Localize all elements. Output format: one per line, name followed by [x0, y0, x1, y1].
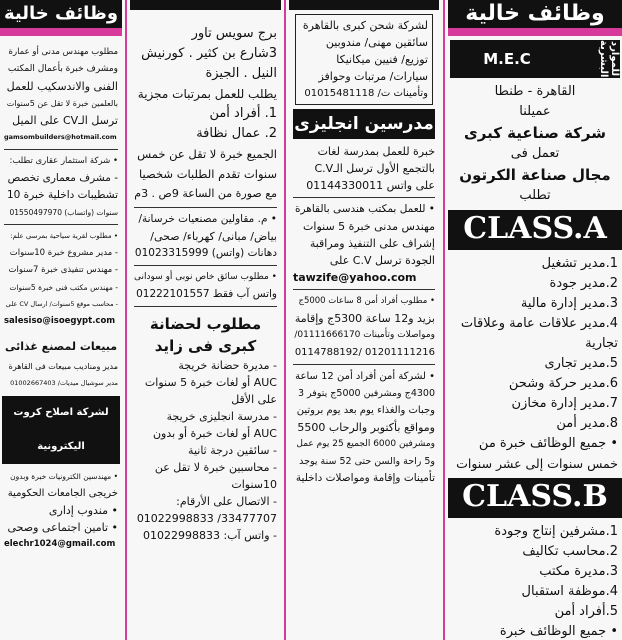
ad-line: 4300ج ومشرفين 5000ج يتوفر 3	[297, 388, 435, 399]
ad-line: - مهندس مكتب فنى خبرة 5سنوات	[9, 283, 118, 292]
ad-line: بزيد و12 ساعة 5300ج وإقامة	[294, 312, 435, 325]
ad-line: • مطلوب سائق خاص نوبى أو سودانى	[134, 272, 277, 282]
engineer-ad	[0, 44, 122, 129]
ad-line: خمس سنوات إلى عشر سنوات	[456, 456, 618, 471]
class-b-list	[448, 522, 622, 640]
ad-line: ترسل الـCV على الميل	[12, 114, 118, 127]
ad-line: الفنى والاندسكيب للعمل	[6, 80, 118, 93]
divider	[293, 364, 435, 365]
cars-title: لشركة اصلاح كروت اليكترونية	[2, 396, 120, 464]
section-header	[130, 0, 281, 10]
ad-line: ومواقع بأكتوبر والرحاب 5500	[297, 421, 435, 434]
class-a-banner: CLASS.A	[448, 210, 622, 250]
ad-line: برج سويس تاور	[191, 26, 277, 41]
column-3	[130, 0, 281, 640]
ad-line: سائقين مهنى/ مندوبين	[325, 36, 428, 49]
ad-line: بياض/ مبانى/ كهرباء/ صحى/	[150, 230, 277, 243]
sales-title: مبيعات لمصنع غذائى	[4, 340, 118, 353]
section-header: وظائف خالية	[448, 0, 622, 28]
ad-line: مدير سوشيال ميديات/ 01002667403	[10, 379, 118, 387]
ad-line: مطلوب مهندس مدنى أو عمارة	[8, 47, 118, 57]
ad-line: • تامين اجتماعى وصحى	[7, 521, 118, 534]
tower-ad	[130, 24, 281, 204]
ad-line: إشراف على التنفيذ ومراقبة	[309, 237, 435, 250]
email-link[interactable]: elechr1024@gmail.com	[4, 539, 116, 549]
email-link[interactable]: salesiso@isoegypt.com	[4, 316, 116, 326]
driver-ad	[130, 269, 281, 303]
shipping-ad	[295, 14, 433, 105]
ad-line: بالعلمين خبرة لا تقل عن 5سنوات	[6, 99, 118, 108]
ad-line: 3.مديرة مكتب	[539, 564, 618, 579]
ad-line: 01201111216 /0114788192	[294, 347, 435, 358]
ad-line: • مندوب إدارى	[48, 504, 118, 517]
email-link[interactable]: gamsombuilders@hotmail.com	[4, 133, 117, 141]
ad-line: 2. عمال نظافة	[196, 126, 277, 141]
contractors-ad	[130, 211, 281, 262]
email-link[interactable]: tawzife@yahoo.com	[293, 271, 417, 284]
ad-line: ومشرفين 6000 الجميع 25 يوم عمل	[296, 439, 435, 449]
ad-line: - مدير مشروع خبرة 10سنوات	[9, 248, 118, 258]
ad-line: سنوات (واتساب) 01550497970	[9, 208, 118, 217]
ad-line: على الأقل	[231, 393, 277, 406]
ad-line: تطلب	[519, 188, 551, 203]
ad-line: • مطلوب أفراد أمن 8 ساعات 5000ج	[298, 296, 435, 306]
ad-line: 5.مدير تجارى	[544, 356, 618, 371]
ad-line: تجارية	[585, 336, 618, 351]
divider	[134, 306, 277, 307]
sales-ad	[0, 358, 122, 392]
column-divider	[125, 0, 127, 640]
ad-line: 10سنوات	[231, 478, 277, 491]
ad-line: توزيع/ فنيين ميكانيكا	[336, 53, 428, 66]
ad-line: • م. مقاولين مصنعيات خرسانة/	[138, 213, 277, 225]
ad-line: 33477707/ 01022998833	[136, 512, 277, 525]
ad-line: عميلنا	[519, 104, 551, 119]
ad-line: • جميع الوظائف خبرة من	[478, 436, 618, 451]
ad-line: • لشركة أمن أفراد أمن 12 ساعة	[295, 371, 435, 382]
ad-line: - محاسب موقع 5سنوات/ ارسال CV على	[5, 300, 118, 308]
ad-line: سنوات تقدم الطلبات شخصيا	[139, 167, 277, 181]
ad-line: الجميع خبرة لا تقل عن خمس	[137, 147, 277, 161]
nursery-subtitle: كبرى فى زايد	[154, 337, 257, 355]
ad-line: 3شارع بن كثير . كورنيش	[141, 46, 277, 61]
divider	[134, 207, 277, 208]
ad-line: - الاتصال على الأرقام:	[176, 495, 277, 508]
ad-line: خبرة للعمل بمدرسة لغات	[317, 145, 435, 158]
ad-line: 7.مدير إدارة مخازن	[511, 396, 618, 411]
ad-line: ومشرف خبرة بأعمال المكتب	[7, 64, 118, 74]
electronics-ad	[0, 468, 122, 536]
divider	[293, 197, 435, 198]
ad-line: 2.مدير جودة	[549, 276, 618, 291]
pink-bar	[0, 28, 122, 36]
ad-line: سيارات/ مرتبات وحوافز	[318, 70, 428, 83]
ad-line: • جميع الوظائف خبرة	[499, 624, 618, 639]
ad-line: النيل . الجيزة	[205, 66, 277, 81]
ad-line: - سائقين درجة ثانية	[188, 444, 277, 457]
ad-line: القاهرة - طنطا	[494, 84, 576, 99]
column-1	[448, 0, 622, 640]
ad-line: 8.مدير أمن	[556, 416, 618, 431]
column-divider	[443, 0, 445, 640]
ad-line: - مشرف معمارى تخصص	[7, 172, 118, 184]
class-b-banner: CLASS.B	[448, 478, 622, 518]
ad-line: شركة صناعية كبرى	[464, 124, 606, 142]
divider	[293, 289, 435, 290]
teachers-ad	[289, 143, 439, 194]
ad-line: مع صورة من الساعة 9ص . 3م	[134, 187, 277, 200]
ad-line: و5 راحة والسن حتى 52 سنة يوجد	[299, 456, 435, 467]
ad-line: تأمينات وإقامة ومواصلات داخلية	[295, 472, 435, 484]
ad-line: يطلب للعمل بمرتبات مجزية	[137, 87, 277, 101]
ad-line: مهندس مدنى خبرة 5 سنوات	[303, 220, 435, 233]
ad-line: واتس آب فقط 01222101557	[136, 288, 277, 300]
nursery-ad	[130, 357, 281, 544]
pink-bar	[448, 28, 622, 36]
ad-line: • مطلوب لقرية سياحية بمرسى علم:	[10, 232, 118, 240]
ad-line: 5.أفراد أمن	[554, 604, 618, 619]
ad-line: لشركة شحن كبرى بالقاهرة	[302, 19, 428, 32]
ad-line: • للعمل بمكتب هندسى بالقاهرة	[294, 203, 435, 215]
section-header	[289, 0, 439, 10]
ad-line: 2.محاسب تكاليف	[522, 544, 618, 559]
ad-line: - مدرسة انجليزى خريجة	[166, 410, 277, 423]
ad-line: - محاسبين خبرة لا تقل عن	[154, 461, 277, 474]
ad-line: 1. أفراد أمن	[209, 106, 277, 121]
ad-line: 1.مدير تشغيل	[541, 256, 618, 271]
ad-line: مجال صناعة الكرتون	[459, 166, 611, 184]
divider	[134, 265, 277, 266]
ad-line: على واتس 01144330011	[306, 179, 435, 192]
ad-line: تشطيبات داخلية خبرة 10	[6, 189, 118, 201]
ad-line: وجبات والغذاء يوم بعد يوم بروتين	[296, 405, 435, 416]
mec-logo: M.E.C للموارد البشرية	[450, 40, 620, 78]
village-ad	[0, 228, 122, 313]
ad-line: 3.مدير إدارة مالية	[520, 296, 618, 311]
ad-line: - مديرة حضانة خريجة	[178, 359, 277, 372]
security-company-ad	[289, 368, 439, 487]
ad-line: بالتجمع الأول ترسل الـC.V	[314, 162, 435, 175]
teachers-title: مدرسين انجليزى	[293, 109, 435, 139]
ad-line: الجودة ترسل C.V على	[329, 254, 435, 267]
ad-line: دهانات (واتس) 01023315999	[134, 247, 277, 259]
ad-line: وتأمينات ت/ 01015481118	[304, 88, 428, 99]
ad-line: - مهندس تنفيذى خبرة 7سنوات	[8, 265, 118, 275]
class-a-list	[448, 254, 622, 474]
engineering-ad	[289, 201, 439, 269]
divider	[4, 149, 118, 150]
divider	[4, 224, 118, 225]
nursery-title: مطلوب لحضانة	[149, 315, 262, 333]
ad-line: 4.موظفة استقبال	[521, 584, 618, 599]
ad-line: AUC أو لغات خبرة أو بدون	[152, 427, 277, 440]
ad-line: • شركة استثمار عقارى تطلب:	[9, 156, 118, 166]
ad-line: 4.مدير علاقات عامة وعلاقات	[460, 316, 618, 331]
ad-line: تعمل فى	[510, 146, 560, 161]
column-2	[289, 0, 439, 640]
ad-line: 1.مشرفين إنتاج وجودة	[494, 524, 618, 539]
ad-line: • مهندسين الكترونيات خبرة وبدون	[10, 472, 118, 481]
ad-line: - واتس آب: 01022998833	[142, 529, 277, 542]
column-divider	[284, 0, 286, 640]
security-ad	[289, 293, 439, 361]
real-estate-ad	[0, 153, 122, 221]
ad-line: مدير ومناديب مبيعات فى القاهرة	[8, 362, 118, 371]
ad-line: خريجى الجامعات الحكومية	[7, 488, 118, 499]
ad-line: ومواصلات وتأمينات 01111666170/	[294, 330, 435, 340]
column-4	[0, 0, 122, 640]
section-header: وظائف خالية	[0, 0, 122, 28]
ad-line: 6.مدير حركة وشحن	[508, 376, 618, 391]
ad-line: AUC أو لغات خبرة 5 سنوات	[144, 376, 277, 389]
